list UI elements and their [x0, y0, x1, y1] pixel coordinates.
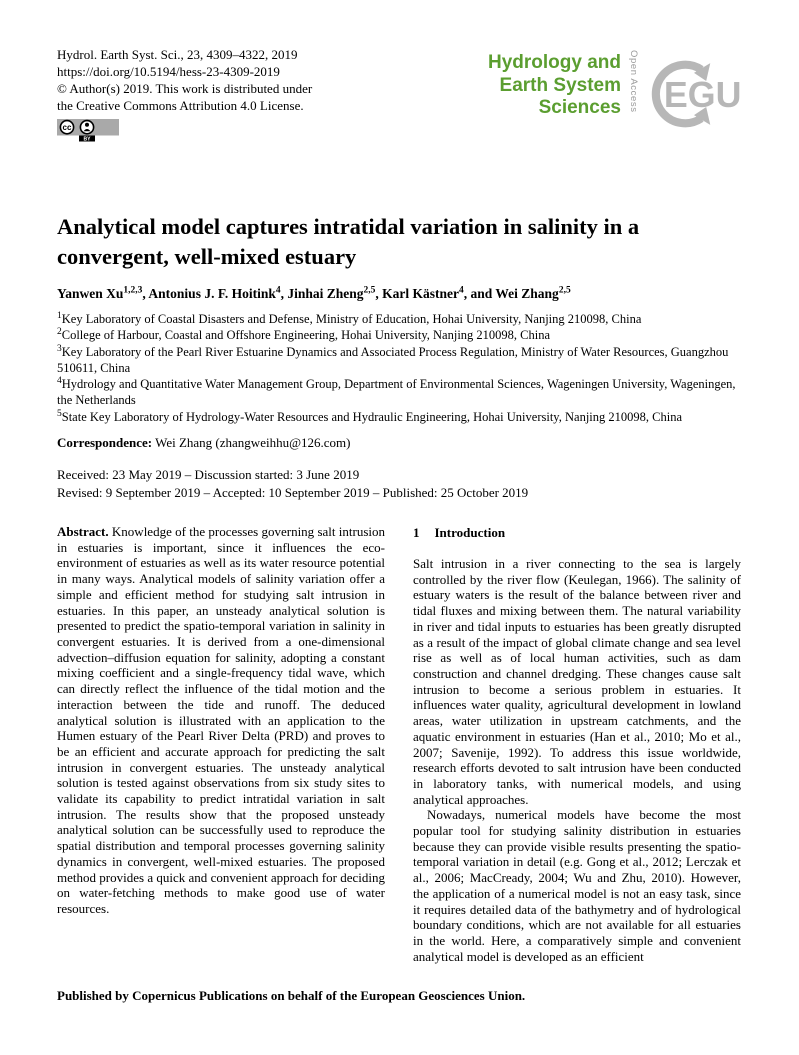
affiliation-number: 5: [57, 408, 62, 419]
affiliation-number: 4: [57, 376, 62, 387]
introduction-column: [413, 524, 741, 964]
cc-by-badge-graphic: [57, 119, 119, 142]
affiliation-text: College of Harbour, Coastal and Offshore Engineering, Hohai University, Nanjing 210098, China: [61, 328, 551, 343]
author-affiliation-superscript: 4: [275, 285, 281, 296]
author: [148, 286, 287, 301]
affiliation-item: [57, 376, 742, 409]
affiliation-item: [57, 327, 742, 343]
journal-name-line2: Earth System: [499, 74, 621, 96]
doi-link[interactable]: https://doi.org/10.5194/hess-23-4309-2019: [57, 64, 280, 79]
correspondence-text: Wei Zhang (zhangweihhu@126.com): [152, 435, 351, 451]
author-affiliation-superscript: 4: [459, 285, 464, 296]
author-name: Karl Kästner: [382, 286, 459, 301]
author: [57, 286, 148, 301]
citation-block: [57, 46, 312, 146]
open-access-label: Open Access: [628, 50, 639, 113]
affiliation-text: Key Laboratory of Coastal Disasters and Defense, Ministry of Education, Hohai University, Nanjing 210098, China: [61, 312, 642, 326]
author: [495, 286, 570, 301]
author: [382, 286, 495, 301]
abstract-label: Abstract.: [57, 524, 109, 540]
header: [57, 46, 742, 146]
affiliation-item: [57, 344, 742, 377]
egu-logo: [646, 48, 742, 140]
copyright-line: © Author(s) 2019. This work is distributed under: [57, 81, 313, 96]
by-label: BY: [83, 136, 91, 142]
authors-line: [57, 285, 742, 303]
abstract-paragraph: [57, 524, 385, 917]
affiliation-number: 1: [57, 310, 62, 321]
abstract-text: Knowledge of the processes governing salt intrusion in estuaries is important, since it influences the eco-environment of estuaries as well as its water resource potential in many ways. Analytical models of salinity variation offer a simple and efficient method for studying salt intrusion in estuaries. In this paper, an unsteady analytical solution is presented to predict the spatio-temporal variation in salinity in convergent estuaries. It is derived from a one-dimensional advection–diffusion equation for salinity, adopting a constant mixing coefficient and a single-frequency tidal wave, which can directly reflect the influence of the tidal motion and the interaction between the tide and runoff. The deduced analytical solution is illustrated with an application to the Humen estuary of the Pearl River Delta (PRD) and proves to be an efficient and accurate approach for predicting the salt intrusion in convergent estuaries. The unsteady analytical solution is tested against observations from six study sites to validate its capability to predict intratidal variation in salt intrusion. The results show that the proposed unsteady analytical solution can be successfully used to reproduce the spatial distribution and temporal processes governing salinity dynamics in convergent, well-mixed estuaries. The proposed method provides a quick and convenient approach for deciding on water-fetching methods to make good use of water resources.: [57, 524, 385, 916]
cc-by-badge[interactable]: [57, 119, 119, 146]
section-number: 1: [413, 525, 420, 541]
svg-text:cc: cc: [62, 123, 72, 133]
author-affiliation-superscript: 1,2,3: [123, 285, 143, 296]
correspondence-label: Correspondence:: [57, 435, 153, 451]
journal-citation: Hydrol. Earth Syst. Sci., 23, 4309–4322, 2019: [57, 47, 298, 62]
author-name: Antonius J. F. Hoitink: [148, 286, 276, 301]
author-affiliation-superscript: 2,5: [558, 285, 571, 296]
publisher-footer: Published by Copernicus Publications on behalf of the European Geosciences Union.: [57, 988, 526, 1003]
affiliation-number: 2: [57, 327, 62, 338]
two-column-body: [57, 524, 742, 964]
author-name: Yanwen Xu: [57, 286, 124, 301]
by-person-icon: [79, 121, 95, 142]
section-heading-introduction: [413, 525, 741, 541]
revised-published-line: Revised: 9 September 2019 – Accepted: 10 September 2019 – Published: 25 October 2019: [57, 484, 529, 500]
journal-name-line1: Hydrology and: [487, 52, 621, 73]
affiliation-text: State Key Laboratory of Hydrology-Water Resources and Hydraulic Engineering, Hohai University, Nanjing 210098, China: [61, 409, 682, 424]
journal-branding: [488, 48, 742, 140]
affiliation-item: [57, 409, 742, 425]
author-separator: ,: [142, 286, 149, 301]
author-name: Wei Zhang: [495, 286, 559, 301]
egu-wordmark: EGU: [663, 75, 742, 116]
cc-icon: [60, 121, 73, 134]
author: [287, 286, 382, 301]
journal-name-line3: Sciences: [538, 97, 621, 118]
author-separator: , and: [463, 286, 496, 301]
author-name: Jinhai Zheng: [287, 286, 364, 301]
author-affiliation-superscript: 2,5: [363, 285, 376, 296]
author-separator: ,: [280, 286, 288, 301]
abstract-column: [57, 524, 385, 964]
affiliation-item: [57, 311, 742, 327]
dates-block: [57, 466, 742, 501]
journal-name: [488, 52, 621, 120]
received-line: Received: 23 May 2019 – Discussion started: 3 June 2019: [57, 467, 360, 483]
correspondence-line: [57, 434, 742, 451]
affiliation-number: 3: [57, 343, 62, 354]
intro-paragraph-2: Nowadays, numerical models have become the most popular tool for studying salinity distribution in estuaries because they can provide visible results presenting the spatio-temporal variation in detail (e.g. Gong et al., 2012; Lerczak et al., 2006; MacCready, 2004; Wu and Zhu, 2010). However, the application of a numerical model is not an easy task, since it requires detailed data of the bathymetry and of hydrological boundary conditions, which are not available for all estuaries in the world. Here, a comparatively simple and convenient analytical model is developed as an efficient: [413, 807, 741, 964]
section-title: Introduction: [434, 525, 506, 541]
affiliations: [57, 311, 742, 425]
affiliation-text: Key Laboratory of the Pearl River Estuarine Dynamics and Associated Process Regulation, Ministry of Water Resources, Guangzhou 510611, China: [57, 344, 729, 375]
paper-title: Analytical model captures intratidal variation in salinity in a convergent, well-mixed estuary: [57, 214, 640, 269]
intro-paragraph-1: Salt intrusion in a river connecting to the sea is largely controlled by the river flow (Keulegan, 1966). The salinity of estuary waters is the result of the balance between river and tidal fluxes and mixing between them. The natural variability in river and tidal inputs to estuaries has been greatly disrupted as a result of the impact of global climate change and sea level rise as well as of local human activities, such as dam construction and channel dredging. These changes cause salt intrusion to become a serious problem in estuaries. It influences water quality, agricultural development in lowland areas, water utilization in upstream catchments, and the aquatic environment in estuaries (Han et al., 2010; Mo et al., 2007; Savenije, 1992). To address this issue worldwide, research efforts devoted to salt intrusion have been conducted in laboratory tanks, with numerical models, and using analytical approaches.: [413, 556, 741, 807]
author-separator: ,: [375, 286, 383, 301]
license-line: the Creative Commons Attribution 4.0 License.: [57, 98, 304, 113]
affiliation-text: Hydrology and Quantitative Water Management Group, Department of Environmental Sciences, Wageningen University, Wageningen, the Netherlands: [57, 377, 736, 408]
